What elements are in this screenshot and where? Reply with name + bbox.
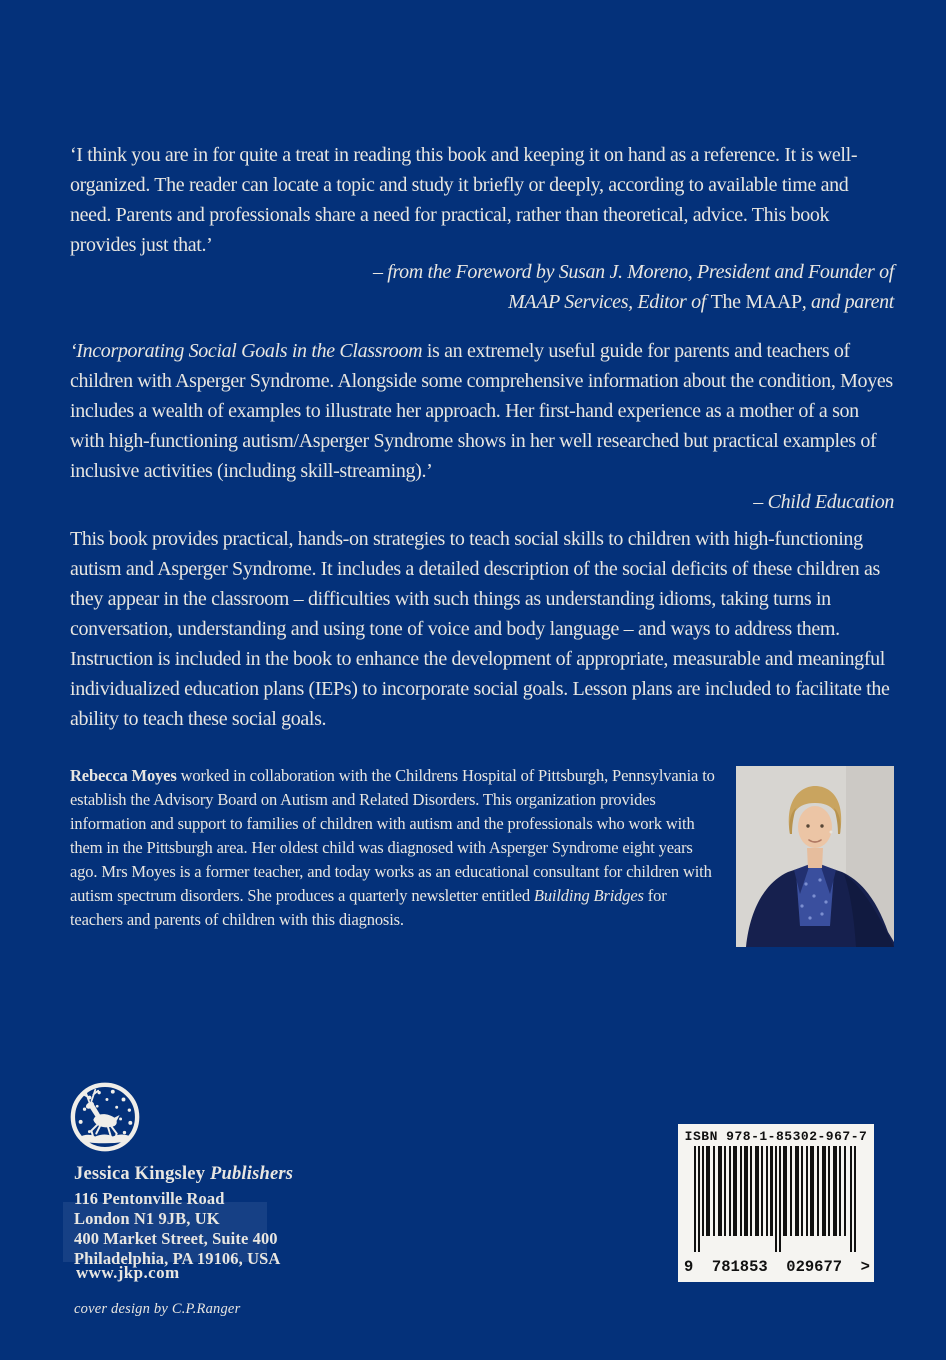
author-name: Rebecca Moyes	[70, 766, 177, 785]
barcode-digits: 9 781853 029677 >	[684, 1258, 870, 1276]
publisher-website: www.jkp.com	[76, 1263, 180, 1282]
review-quote: ‘Incorporating Social Goals in the Classroom is an extremely useful guide for parents and teachers of children with Asperger Syndrome. Alongside some comprehensive information about the condition, Moyes includes a wealth of examples to illustrate her approach. Her first-hand experience as a mother of a son with high-functioning autism/Asperger Syndrome shows in her well researched but practical examples of inclusive activities (including skill-streaming).’	[70, 340, 893, 482]
stag-in-snow-circle-icon	[68, 1080, 142, 1154]
publisher-address-us: 400 Market Street, Suite 400 Philadelphia, PA 19106, USA	[74, 1229, 281, 1268]
foreword-quote: ‘I think you are in for quite a treat in reading this book and keeping it on hand as a reference. It is well-organized. The reader can locate a topic and study it briefly or deeply, according to available time and need. Parents and professionals share a need for practical, rather than theoretical, advice. This book provides just that.’	[70, 144, 858, 256]
cover-design-credit: cover design by C.P.Ranger	[74, 1301, 241, 1317]
publisher-logo	[68, 1080, 142, 1154]
review-attribution: – Child Education	[753, 491, 894, 513]
isbn-number: ISBN 978-1-85302-967-7	[684, 1129, 868, 1144]
barcode-bars	[686, 1146, 866, 1252]
foreword-attribution-line1: – from the Foreword by Susan J. Moreno, President and Founder of	[372, 261, 894, 283]
foreword-attribution-line2: MAAP Services, Editor of The MAAP, and parent	[508, 291, 894, 313]
author-bio-text: Rebecca Moyes worked in collaboration with the Childrens Hospital of Pittsburgh, Pennsylvania to establish the Advisory Board on Autism and Related Disorders. This organization provides information and support to families of children with autism and the professionals who work with them in the Pittsburgh area. Her oldest child was diagnosed with Asperger Syndrome eight years ago. Mrs Moyes is a former teacher, and today works as an educational consultant for children with autism spectrum disorders. She produces a quarterly newsletter entitled Building Bridges for teachers and parents of children with this diagnosis.	[70, 766, 715, 929]
author-bio-section	[70, 764, 894, 957]
book-title-in-quote: ‘Incorporating Social Goals in the Classroom	[70, 340, 423, 362]
foreword-attribution	[70, 257, 894, 317]
newsletter-title: Building Bridges	[533, 886, 644, 905]
author-portrait-illustration	[736, 766, 894, 947]
author-photo	[736, 766, 894, 947]
book-description: This book provides practical, hands-on strategies to teach social skills to children with high-functioning autism and Asperger Syndrome. It includes a detailed description of the social deficits of these children as they appear in the classroom – difficulties with such things as understanding idioms, taking turns in conversation, understanding and using tone of voice and body language – and ways to address them. Instruction is included in the book to enhance the development of appropriate, measurable and meaningful individualized education plans (IEPs) to incorporate social goals. Lesson plans are included to facilitate the ability to teach these social goals.	[70, 528, 890, 730]
isbn-barcode	[678, 1124, 874, 1282]
maap-title: The MAAP	[710, 291, 802, 313]
publisher-name: Jessica Kingsley Publishers	[74, 1164, 294, 1184]
publisher-address-uk: 116 Pentonville Road London N1 9JB, UK	[74, 1189, 225, 1228]
barcode-arrow: >	[860, 1258, 870, 1276]
